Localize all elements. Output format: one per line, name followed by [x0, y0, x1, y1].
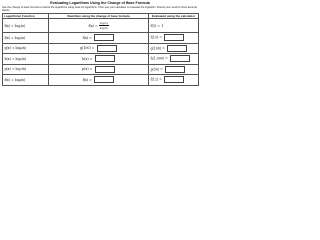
worksheet — [0, 0, 200, 105]
rewritten-answer-input[interactable] — [97, 45, 117, 52]
rewritten-cell — [49, 64, 149, 75]
rewritten-label: f(x) = — [82, 35, 92, 40]
evaluated-cell — [149, 19, 199, 33]
evaluated-cell — [149, 64, 199, 75]
example-fraction — [99, 21, 108, 30]
worksheet-title: Evaluating Logarithms Using the Change of Base Formula — [50, 1, 150, 5]
table-row — [3, 33, 199, 44]
evaluated-cell — [149, 43, 199, 54]
table-row — [3, 75, 199, 86]
function-cell: f(x) = log₃(x) — [3, 33, 49, 44]
function-cell: p(x) = log₇(x) — [3, 64, 49, 75]
eval-label: f(15) = — [150, 35, 162, 40]
rewritten-cell — [49, 43, 149, 54]
eval-label: p(50) = — [150, 67, 163, 72]
instructions-text: Use the change of base formula to rewrite the logarithms using base 10 logarithms. Then use your calculator to evaluate the logarithm. Round your result to three decimal places. — [2, 6, 197, 12]
function-cell: f(x) = log₅(x) — [3, 19, 49, 33]
eval-label: g(100) = — [150, 46, 165, 51]
function-cell: h(x) = log₈(x) — [3, 54, 49, 65]
function-cell: g(x) = log₆(x) — [3, 43, 49, 54]
rewritten-cell — [49, 75, 149, 86]
rewritten-cell — [49, 33, 149, 44]
eval-label: f(5) = — [150, 23, 160, 28]
evaluated-answer-input[interactable] — [167, 45, 187, 52]
rewritten-cell — [49, 19, 149, 33]
rewritten-label: g(100) = — [80, 46, 95, 51]
rewritten-cell — [49, 54, 149, 65]
evaluated-cell — [149, 33, 199, 44]
eval-label: f(12) = — [150, 77, 162, 82]
fraction-denominator: log(5) — [99, 26, 108, 31]
rewritten-answer-input[interactable] — [94, 34, 114, 41]
evaluated-answer-input[interactable] — [165, 66, 185, 73]
logarithm-table — [2, 13, 199, 86]
evaluated-answer-input[interactable] — [164, 76, 184, 83]
table-row — [3, 54, 199, 65]
eval-value: 1 — [161, 23, 164, 28]
header-evaluated: Evaluated using the calculator — [149, 14, 199, 19]
eval-label: h(1,000) = — [150, 56, 168, 61]
evaluated-answer-input[interactable] — [170, 55, 190, 62]
table-row — [3, 64, 199, 75]
evaluated-cell — [149, 75, 199, 86]
function-cell: f(x) = log₄(x) — [3, 75, 49, 86]
table-row — [3, 19, 199, 33]
fraction-numerator: log(x) — [99, 21, 108, 26]
rewritten-answer-input[interactable] — [95, 55, 115, 62]
header-rewritten: Rewritten using the change of base formula — [49, 14, 149, 19]
rewritten-label: f(x) = — [88, 23, 98, 28]
evaluated-cell — [149, 54, 199, 65]
rewritten-label: h(x) = — [82, 56, 93, 61]
rewritten-answer-input[interactable] — [95, 66, 115, 73]
rewritten-answer-input[interactable] — [94, 76, 114, 83]
header-logarithmic-function: Logarithmic Function — [3, 14, 49, 19]
table-row — [3, 43, 199, 54]
evaluated-answer-input[interactable] — [164, 34, 184, 41]
rewritten-label: p(x) = — [82, 67, 93, 72]
rewritten-label: f(x) = — [82, 77, 92, 82]
